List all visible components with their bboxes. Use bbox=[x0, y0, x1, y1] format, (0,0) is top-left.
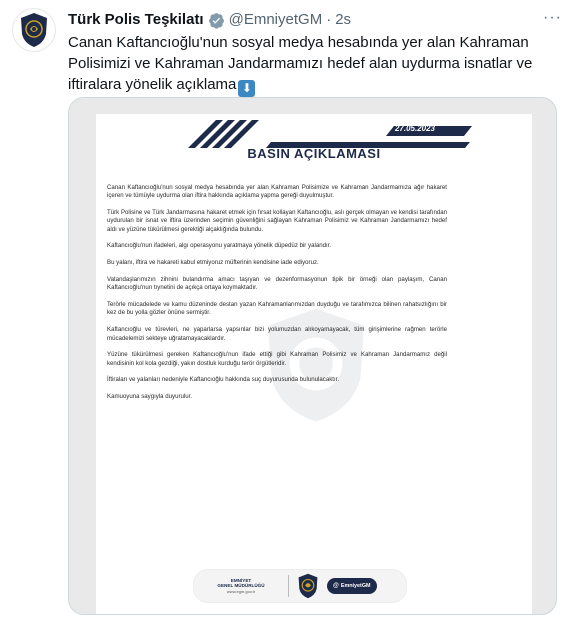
paragraph: İftiraları ve yalanları nedeniyle Kaftancıoğlu hakkında suç duyurusunda bulunulacaktır. bbox=[107, 376, 340, 384]
paragraph: Kaftancıoğlu ve türevleri, ne yaparlarsa yapsınlar bizi yolumuzdan alıkoyamayacak, tüm girişimlerine rağmen terörle mücadelemizi sekteye uğratamayacaklardır. bbox=[107, 326, 447, 342]
paragraph: Yüzüne tükürülmesi gereken Kaftancıoğlu'nun ifade ettiği gibi Kahraman Polisimiz ve Kahraman Jandarmamız değil kendisinin kol kola gezdiği, yakın dostluk kurduğu terör örgütleridir. bbox=[107, 351, 447, 367]
avatar[interactable] bbox=[12, 8, 56, 52]
footer-org-line1: EMNİYET bbox=[230, 577, 252, 583]
footer-social-text: EmniyetGM bbox=[340, 583, 371, 589]
document-date: 27.05.2023 bbox=[394, 124, 435, 133]
paragraph: Vatandaşlarımızın zihnini bulandırma amacı taşıyan ve dezenformasyonun tipik bir örneği olan paylaşım, Canan Kaftancıoğlu'nun tıynetini de açıkça ortaya koymaktadır. bbox=[107, 276, 447, 292]
tweet-body: Canan Kaftancıoğlu'nun sosyal medya hesabında yer alan Kahraman Polisimizi ve Kahraman Jandarmamızı hedef alan uydurma isnatlar ve iftiralara yönelik açıklama bbox=[68, 34, 533, 93]
police-emblem-icon bbox=[295, 573, 321, 599]
footer-org-line2: GENEL MÜDÜRLÜĞÜ bbox=[217, 583, 265, 589]
tweet-media[interactable] bbox=[68, 97, 557, 615]
tweet-text bbox=[68, 32, 558, 97]
paragraph: Terörle mücadelede ve kamu düzeninde destan yazan Kahramanlarımızdan duyduğu ve tarafımızca bilinen rahatsızlığını bir kez de bu yolla gözler önüne sermiştir. bbox=[107, 301, 447, 317]
verified-badge-icon[interactable] bbox=[208, 12, 225, 29]
press-release-document bbox=[96, 114, 532, 614]
footer-social-handle bbox=[327, 578, 377, 594]
author-handle[interactable]: @EmniyetGM bbox=[228, 11, 323, 28]
down-arrow-emoji-icon: ⬇ bbox=[238, 80, 255, 97]
separator-dot: · bbox=[326, 11, 332, 28]
footer-divider bbox=[288, 575, 289, 597]
author-name[interactable]: Türk Polis Teşkilatı bbox=[68, 11, 204, 28]
document-footer bbox=[194, 570, 406, 602]
more-horizontal-icon[interactable]: ··· bbox=[543, 9, 562, 26]
paragraph: Bu yalanı, iftira ve hakareti kabul etmiyoruz müfterinin kendisine iade ediyoruz. bbox=[107, 259, 319, 267]
document-body bbox=[107, 184, 447, 410]
timestamp[interactable]: 2s bbox=[335, 11, 352, 28]
at-sign-icon: @ bbox=[333, 583, 339, 589]
footer-website: www.egm.gov.tr bbox=[226, 588, 256, 594]
paragraph: Canan Kaftancıoğlu'nun sosyal medya hesabında yer alan Kahraman Polisimize ve Kahraman Jandarmamıza ağır hakaret içeren ve tümüyle uydurma olan iftira hakkında açıklama yapma gereği duyulmuştur. bbox=[107, 184, 447, 200]
police-emblem-icon bbox=[18, 12, 50, 48]
document-title: BASIN AÇIKLAMASI bbox=[247, 146, 381, 161]
footer-organization bbox=[194, 578, 288, 594]
paragraph: Kamuoyuna saygıyla duyurulur. bbox=[107, 393, 193, 401]
tweet-header bbox=[68, 10, 536, 30]
paragraph: Türk Polisine ve Türk Jandarmasına hakaret etmek için fırsat kollayan Kaftancıoğlu, aslı gerçek olmayan ve kendisi tarafından uydurulan bir isnat ve iftira üzerinden seçimin güvenliğini sağlayan Kahraman Polisimiz ve Kahraman Jandarmamızı hedef aldı ve yüzüne tükürülmesi gerektiği alçaklığında bulundu. bbox=[107, 209, 447, 233]
paragraph: Kaftancıoğlu'nun ifadeleri, algı operasyonu yaratmaya yönelik düpedüz bir yalandır. bbox=[107, 242, 332, 250]
